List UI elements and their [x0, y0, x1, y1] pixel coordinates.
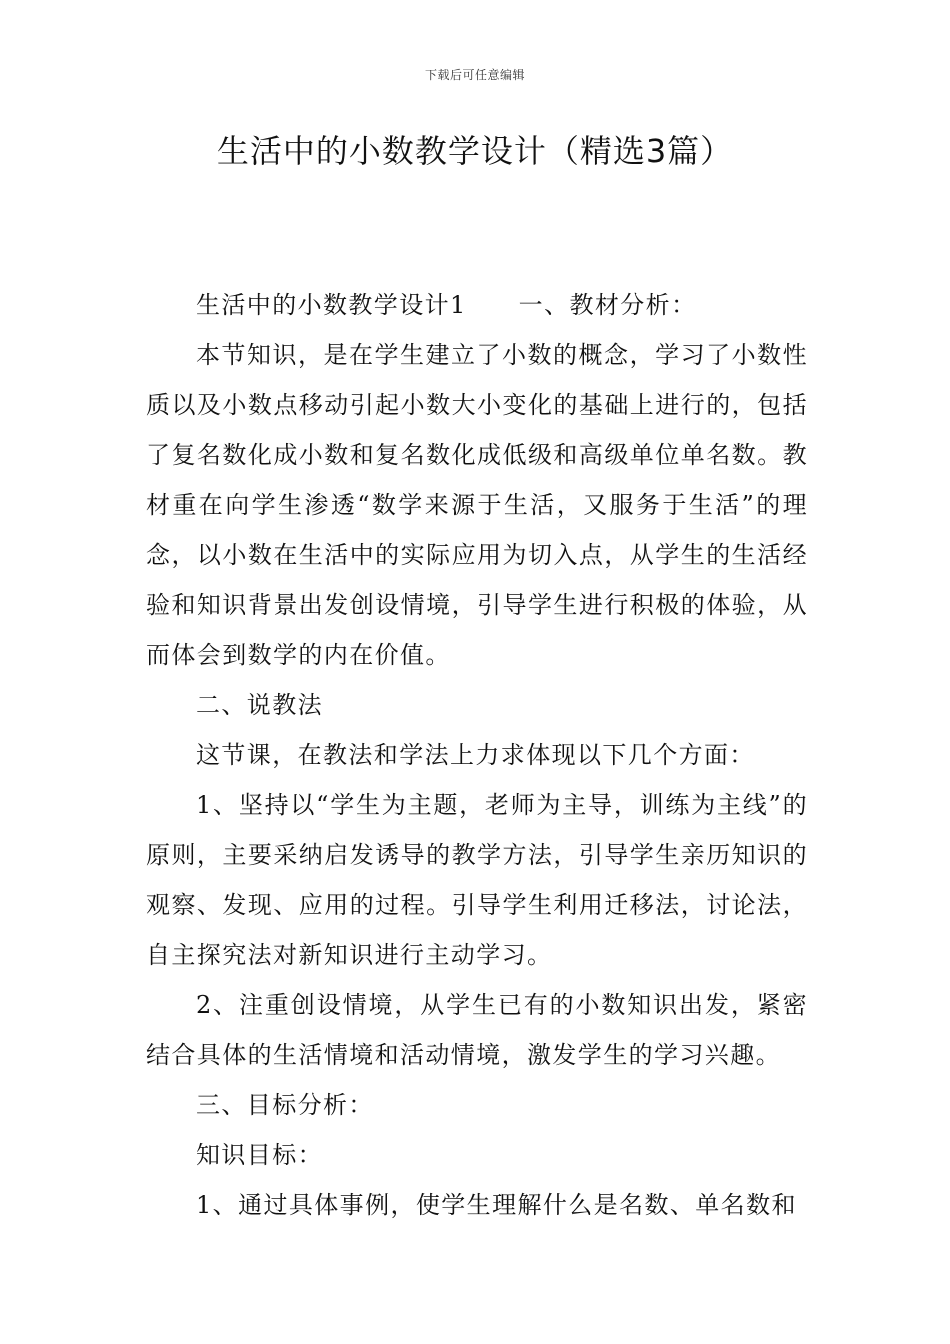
- paragraph: 2、注重创设情境，从学生已有的小数知识出发，紧密结合具体的生活情境和活动情境，激发学生的学习兴趣。: [146, 991, 808, 1069]
- paragraph: 三、目标分析：: [196, 1091, 374, 1119]
- paragraph: 知识目标：: [196, 1141, 323, 1169]
- paragraph: 1、通过具体事例，使学生理解什么是名数、单名数和: [196, 1191, 797, 1219]
- section-intro-line: [146, 280, 808, 330]
- paragraph: 1、坚持以“学生为主题，老师为主导，训练为主线”的原则，主要采纳启发诱导的教学方法，引导学生亲历知识的观察、发现、应用的过程。引导学生利用迁移法，讨论法，自主探究法对新知识进行主动学习。: [146, 791, 808, 969]
- document-title: 生活中的小数教学设计（精选3篇）: [216, 132, 734, 170]
- first-heading: 一、教材分析：: [518, 291, 697, 319]
- paragraph: 这节课，在教法和学法上力求体现以下几个方面：: [196, 741, 755, 769]
- paragraph: 本节知识，是在学生建立了小数的概念，学习了小数性质以及小数点移动引起小数大小变化的基础上进行的，包括了复名数化成小数和复名数化成低级和高级单位单名数。教材重在向学生渗透“数学来源于生活，又服务于生活”的理念，以小数在生活中的实际应用为切入点，从学生的生活经验和知识背景出发创设情境，引导学生进行积极的体验，从而体会到数学的内在价值。: [146, 341, 808, 669]
- document-body: [146, 280, 808, 1230]
- section-title: 生活中的小数教学设计1: [196, 291, 467, 319]
- header-note: 下载后可任意编辑: [424, 68, 525, 82]
- paragraph: 二、说教法: [196, 691, 323, 719]
